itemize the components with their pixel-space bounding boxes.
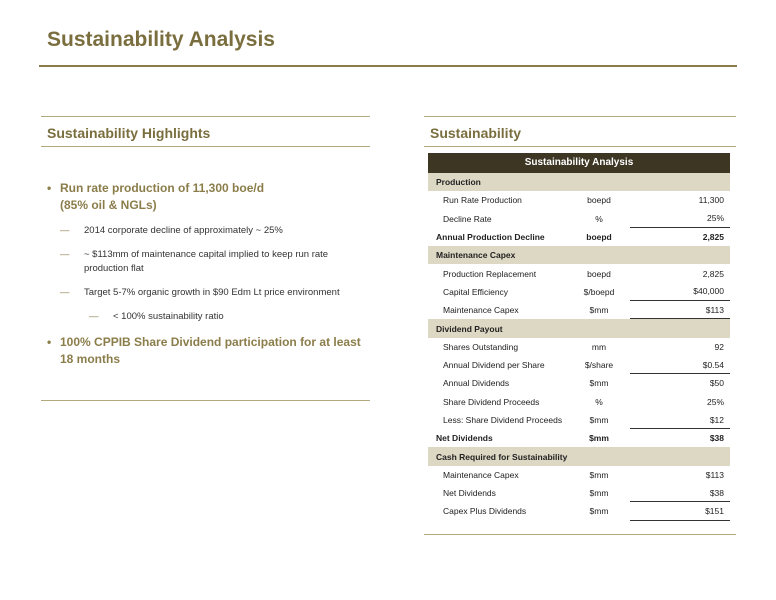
- highlights-top-rule: [41, 116, 370, 117]
- row-label: Maintenance Capex: [443, 305, 519, 316]
- table-row: [428, 502, 730, 520]
- sustainability-heading: Sustainability: [430, 125, 522, 141]
- row-unit: $mm: [589, 378, 609, 389]
- row-unit: boepd: [587, 195, 611, 206]
- row-label: Share Dividend Proceeds: [443, 396, 540, 407]
- row-unit: boepd: [586, 232, 612, 243]
- row-value: [630, 319, 730, 337]
- bullet-production-line1: • Run rate production of 11,300 boe/d: [60, 181, 265, 195]
- row-label: Net Dividends: [436, 433, 493, 444]
- subitem-decline: — 2014 corporate decline of approximately ~ 25%: [60, 224, 367, 238]
- table-row: [428, 338, 730, 356]
- bullet-dividend: • 100% CPPIB Share Dividend participation for at least 18 months: [47, 334, 367, 368]
- row-value: [630, 447, 730, 465]
- row-value: $12: [630, 411, 730, 429]
- row-value: $151: [630, 502, 730, 520]
- table-row: [428, 210, 730, 228]
- row-label: Annual Dividend per Share: [443, 360, 545, 371]
- sustainability-bottom-rule: [424, 534, 736, 535]
- highlights-list: [47, 180, 367, 378]
- table-row: [428, 393, 730, 411]
- page-title: Sustainability Analysis: [47, 28, 275, 51]
- subitem-growth-target: — Target 5-7% organic growth in $90 Edm Lt price environment: [60, 286, 367, 300]
- table-title: Sustainability Analysis: [428, 153, 730, 173]
- row-unit: %: [595, 396, 603, 407]
- table-row: [428, 191, 730, 209]
- row-unit: $/share: [584, 360, 614, 371]
- row-value: 92: [714, 341, 724, 352]
- subitem-sustainability-ratio: — < 100% sustainability ratio: [89, 310, 367, 324]
- table-body: [428, 173, 730, 521]
- row-value: $38: [630, 484, 730, 502]
- table-row: [428, 264, 730, 282]
- bullet-production-line2: (85% oil & NGLs): [60, 198, 157, 212]
- row-label: Decline Rate: [443, 213, 492, 224]
- row-label: Maintenance Capex: [443, 469, 519, 480]
- row-value: 11,300: [698, 195, 724, 206]
- row-label: Annual Dividends: [443, 378, 510, 389]
- row-label: Dividend Payout: [436, 323, 503, 334]
- row-unit: mm: [591, 341, 607, 352]
- row-value: [630, 173, 730, 191]
- subitem-maintenance-capital: — ~ $113mm of maintenance capital implied to keep run rate production flat: [60, 248, 367, 276]
- sustainability-heading-rule: [424, 146, 736, 147]
- row-unit: %: [595, 213, 603, 224]
- row-unit: $mm: [589, 415, 609, 425]
- table-row: [428, 466, 730, 484]
- row-value: $113: [705, 469, 724, 480]
- title-divider: [39, 65, 737, 67]
- row-value: $38: [709, 433, 724, 444]
- row-unit: $mm: [589, 506, 609, 517]
- row-unit: $mm: [589, 469, 609, 480]
- row-label: Production: [436, 177, 481, 188]
- table-row: [428, 356, 730, 374]
- row-label: Less: Share Dividend Proceeds: [443, 415, 563, 425]
- row-label: Shares Outstanding: [443, 341, 519, 352]
- table-row: [428, 429, 730, 447]
- highlights-heading-rule: [41, 146, 370, 147]
- row-value: 25%: [706, 396, 724, 407]
- row-value: 25%: [630, 210, 730, 228]
- table-row: [428, 411, 730, 429]
- bullet-production: [47, 180, 367, 214]
- row-unit: $mm: [589, 305, 609, 316]
- highlights-bottom-rule: [41, 400, 370, 401]
- table-category-row: [428, 447, 730, 465]
- table-row: [428, 484, 730, 502]
- row-value: $50: [709, 378, 724, 389]
- table-category-row: [428, 173, 730, 191]
- row-label: Maintenance Capex: [436, 250, 516, 261]
- row-value: $40,000: [630, 283, 730, 301]
- row-label: Production Replacement: [443, 268, 537, 279]
- table-row: [428, 301, 730, 319]
- table-row: [428, 374, 730, 392]
- table-row: [428, 283, 730, 301]
- row-label: Cash Required for Sustainability: [436, 451, 568, 462]
- row-unit: $/boepd: [583, 286, 615, 297]
- table-category-row: [428, 319, 730, 337]
- row-label: Capital Efficiency: [443, 286, 509, 297]
- row-unit: boepd: [587, 268, 611, 279]
- row-label: Capex Plus Dividends: [443, 506, 527, 517]
- row-value: 2,825: [702, 268, 724, 279]
- row-unit: $mm: [589, 488, 609, 499]
- row-value: 2,825: [702, 232, 724, 243]
- table-row: [428, 228, 730, 246]
- sustainability-top-rule: [424, 116, 736, 117]
- row-label: Annual Production Decline: [436, 232, 545, 243]
- row-label: Run Rate Production: [443, 195, 522, 206]
- table-category-row: [428, 246, 730, 264]
- row-value: [630, 246, 730, 264]
- row-unit: $mm: [589, 433, 609, 444]
- sustainability-table: [428, 153, 730, 521]
- row-label: Net Dividends: [443, 488, 496, 499]
- row-value: $0.54: [630, 356, 730, 374]
- row-value: $113: [630, 301, 730, 319]
- highlights-heading: Sustainability Highlights: [47, 125, 211, 141]
